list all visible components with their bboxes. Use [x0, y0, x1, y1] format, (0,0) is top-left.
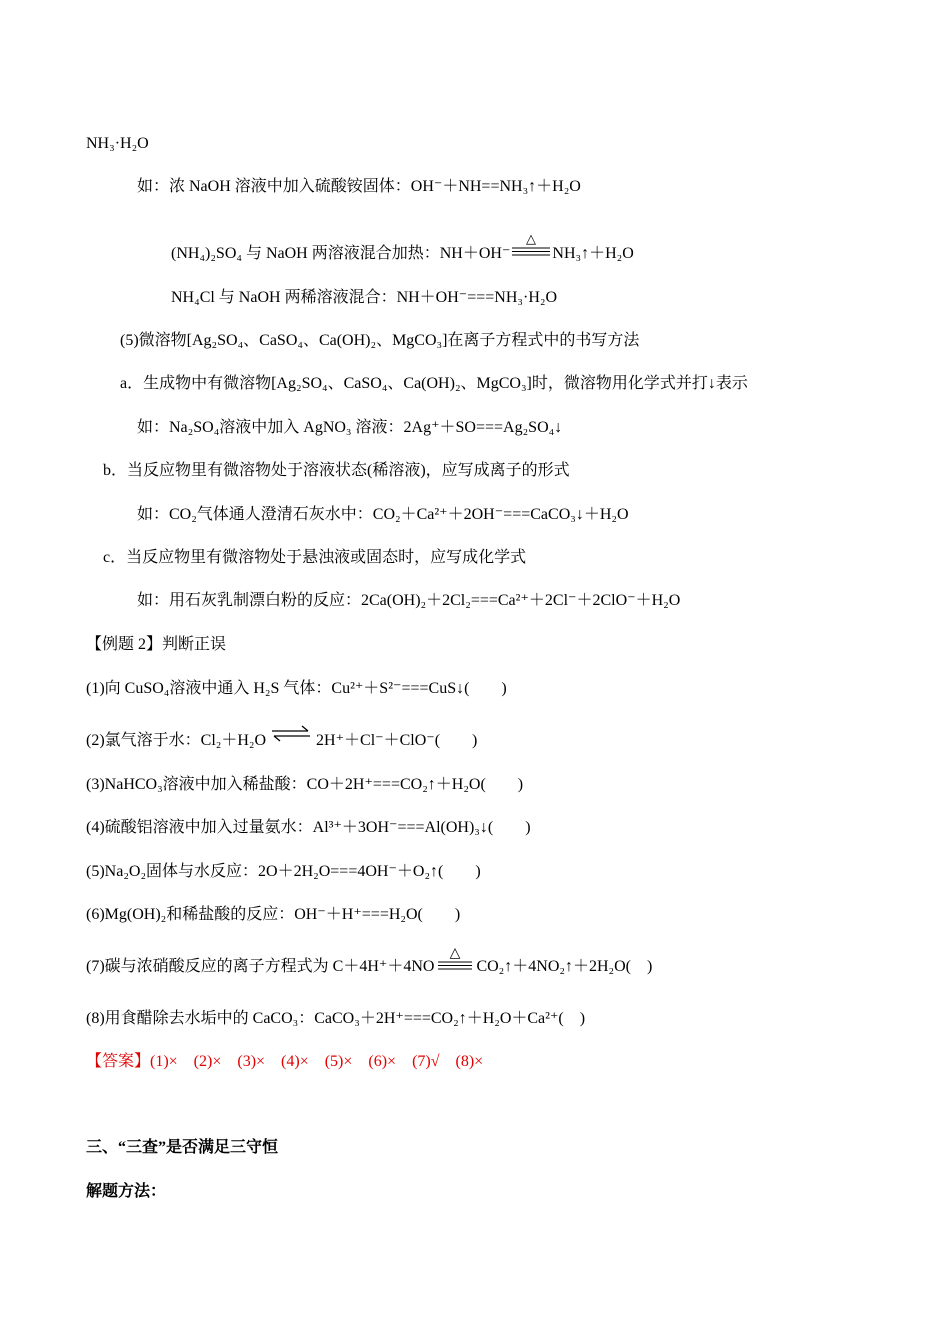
answer-line: 【答案】(1)× (2)× (3)× (4)× (5)× (6)× (7)√ (8)× — [86, 1053, 484, 1070]
question-item: (4)硫酸铝溶液中加入过量氨水：Al³⁺＋3OH⁻===Al(OH)₃↓( ) — [86, 819, 531, 836]
equation-right: NH₃↑＋H₂O — [552, 245, 634, 262]
question-right: CO₂↑＋4NO₂↑＋2H₂O( ) — [476, 958, 653, 975]
heat-equals-icon — [510, 232, 552, 262]
question-right: 2H⁺＋Cl⁻＋ClO⁻( ) — [316, 732, 478, 749]
example-line: 如：Na₂SO₄溶液中加入 AgNO₃ 溶液：2Ag⁺＋SO===Ag₂SO₄↓ — [137, 419, 563, 436]
question-left: (7)碳与浓硝酸反应的离子方程式为 C＋4H⁺＋4NO — [86, 958, 435, 975]
heat-equals-sign — [436, 945, 474, 975]
method-heading: 解题方法： — [86, 1183, 167, 1200]
question-item — [86, 945, 653, 977]
question-item: (8)用食醋除去水垢中的 CaCO₃：CaCO₃＋2H⁺===CO₂↑＋H₂O＋Ca²⁺( ) — [86, 1010, 586, 1027]
equation-left: (NH₄)₂SO₄ 与 NaOH 两溶液混合加热：NH＋OH⁻ — [171, 245, 511, 262]
example-line: 如：用石灰乳制漂白粉的反应：2Ca(OH)₂＋2Cl₂===Ca²⁺＋2Cl⁻＋2ClO⁻＋H₂O — [137, 592, 681, 609]
rule-line: a．生成物中有微溶物[Ag₂SO₄、CaSO₄、Ca(OH)₂、MgCO₃]时，微溶物用化学式并打↓表示 — [120, 375, 748, 392]
heat-equals-icon — [436, 945, 474, 975]
equation-line-heated — [171, 232, 634, 264]
text-line: NH₃·H₂O — [86, 135, 149, 152]
heat-equals-sign — [510, 232, 552, 262]
reversible-arrow-icon — [268, 725, 314, 745]
example-line: 如：CO₂气体通人澄清石灰水中：CO₂＋Ca²⁺＋2OH⁻===CaCO₃↓＋H₂O — [137, 506, 629, 523]
example-heading: 【例题 2】判断正误 — [86, 636, 227, 653]
section-item: (5)微溶物[Ag₂SO₄、CaSO₄、Ca(OH)₂、MgCO₃]在离子方程式中的书写方法 — [120, 332, 640, 349]
question-left: (2)氯气溶于水：Cl₂＋H₂O — [86, 732, 267, 749]
question-item: (1)向 CuSO₄溶液中通入 H₂S 气体：Cu²⁺＋S²⁻===CuS↓( ) — [86, 680, 507, 697]
question-item: (3)NaHCO₃溶液中加入稀盐酸：CO＋2H⁺===CO₂↑＋H₂O( ) — [86, 776, 524, 793]
svg-text:△: △ — [526, 232, 537, 248]
example-line: 如：浓 NaOH 溶液中加入硫酸铵固体：OH⁻＋NH==NH₃↑＋H₂O — [137, 178, 581, 195]
question-item: (5)Na₂O₂固体与水反应：2O＋2H₂O===4OH⁻＋O₂↑( ) — [86, 863, 481, 880]
svg-text:△: △ — [450, 945, 461, 962]
equation-line: NH₄Cl 与 NaOH 两稀溶液混合：NH＋OH⁻===NH₃·H₂O — [171, 289, 558, 306]
reversible-arrow — [268, 725, 314, 745]
question-item — [86, 731, 477, 751]
rule-line: c．当反应物里有微溶物处于悬浊液或固态时，应写成化学式 — [103, 549, 527, 566]
section-heading: 三、“三查”是否满足三守恒 — [86, 1139, 279, 1156]
rule-line: b．当反应物里有微溶物处于溶液状态(稀溶液)，应写成离子的形式 — [103, 462, 570, 479]
question-item: (6)Mg(OH)₂和稀盐酸的反应：OH⁻＋H⁺===H₂O( ) — [86, 906, 461, 923]
